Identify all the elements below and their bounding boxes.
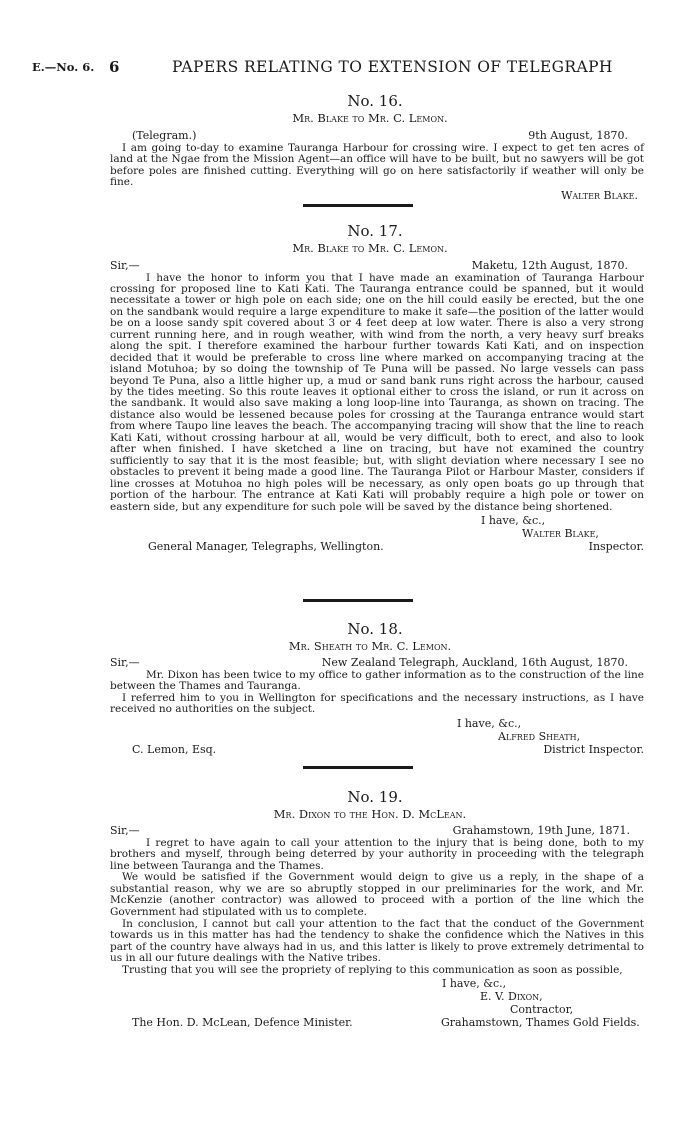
letter-no-18: [0, 620, 700, 756]
paragraph: Mr. Dixon has been twice to my office to gather information as to the construction of the line between the Thames and Tauranga.: [110, 668, 644, 693]
letter-from-to: Mr. Blake to Mr. C. Lemon.: [292, 111, 448, 125]
letter-number: No. 18.: [347, 620, 403, 638]
addressee: The Hon. D. McLean, Defence Minister.: [132, 1015, 353, 1029]
letter-medium: (Telegram.): [132, 129, 197, 142]
section-divider: [303, 599, 413, 602]
paragraph: I referred him to you in Wellington for specifications and the necessary instructions, as I have received no authorities on the subject.: [110, 691, 644, 716]
letter-number: No. 17.: [347, 222, 403, 240]
letter-number: No. 19.: [347, 788, 403, 806]
letter-body: [110, 273, 644, 514]
letter-no-17: [0, 222, 700, 553]
letter-body: [110, 670, 644, 716]
section-divider: [303, 766, 413, 769]
signature-title: Inspector.: [588, 540, 644, 554]
addressee: C. Lemon, Esq.: [132, 742, 217, 756]
document-reference: E.—No. 6.: [32, 60, 95, 74]
salutation: Sir,—: [110, 824, 140, 837]
signature-title: District Inspector.: [543, 742, 644, 756]
letter-from-to: Mr. Dixon to the Hon. D. McLean.: [273, 807, 467, 821]
letter-date: Grahamstown, 19th June, 1871.: [452, 824, 630, 837]
closing: I have, &c.,: [442, 976, 507, 990]
section-divider: [303, 204, 413, 207]
paragraph: I am going to-day to examine Tauranga Harbour for crossing wire. I expect to get ten acres of land at the Ngae from the Mission Agent—an office will have to be built, but no sawyers will be got before poles are finished cutting. Everything will go on here satisfactorily if weather will only be fine.: [110, 141, 644, 189]
closing: I have, &c.,: [481, 514, 546, 528]
document-title: PAPERS RELATING TO EXTENSION OF TELEGRAPH: [172, 58, 613, 76]
paragraph: In conclusion, I cannot but call your attention to the fact that the conduct of the Government towards us in this matter has had the tendency to shake the confidence which the Natives in this part of the country have always had in us, and this latter is likely to prove extremely detrimental to us in all our future dealings with the Native tribes.: [110, 917, 644, 965]
signature-place: Grahamstown, Thames Gold Fields.: [441, 1015, 640, 1029]
letter-body: [110, 838, 644, 977]
signature: E. V. Dixon,: [480, 989, 543, 1003]
paragraph: I regret to have again to call your attention to the injury that is being done, both to my brothers and myself, through being deterred by your authority in proceeding with the telegraph line between Tauranga and the Thames.: [110, 836, 644, 872]
salutation: Sir,—: [110, 656, 140, 669]
paragraph: We would be satisfied if the Government would deign to give us a reply, in the shape of a substantial reason, why we are so abruptly stopped in our preliminaries for the work, and Mr. McKenzie (another contractor) was allowed to proceed with a portion of the line which the Government had stipulated with us to complete.: [110, 871, 644, 919]
letter-date: Maketu, 12th August, 1870.: [471, 259, 628, 272]
signature: Walter Blake.: [561, 188, 638, 202]
letter-from-to: Mr. Sheath to Mr. C. Lemon.: [288, 639, 452, 653]
letter-from-to: Mr. Blake to Mr. C. Lemon.: [292, 241, 448, 255]
letter-date: New Zealand Telegraph, Auckland, 16th August, 1870.: [321, 656, 628, 669]
letter-no-19: [0, 788, 700, 1029]
paragraph: Trusting that you will see the propriety of replying to this communication as soon as possible,: [122, 964, 623, 977]
letter-no-16: [0, 92, 700, 202]
salutation: Sir,—: [110, 259, 140, 272]
letter-date: 9th August, 1870.: [528, 129, 628, 142]
addressee: General Manager, Telegraphs, Wellington.: [148, 540, 384, 554]
signature: Walter Blake,: [522, 527, 599, 541]
signature-title: Contractor,: [510, 1002, 574, 1016]
letter-number: No. 16.: [347, 92, 403, 110]
paragraph: I have the honor to inform you that I have made an examination of Tauranga Harbour crossing for proposed line to Kati Kati. The Tauranga entrance could be spanned, but it would necessitate a tower or high pole on each side; one on the hill could easily be erected, but the one on the sandbank would require a large expenditure to make it safe—the position of the latter would be on a loose sandy spit covered about 3 or 4 feet deep at low water. There is also a very strong current running here, and in rough weather, with wind from the north, a very heavy surf breaks along the spit. I therefore examined the harbour further towards Kati Kati, and on inspection decided that it would be preferable to cross line where marked on accompanying tracing at the island Motuhoa; by so doing the township of Te Puna will be passed. No large vessels can pass beyond Te Puna, also a little higher up, a mud or sand bank runs right across the harbour, caused by the tides meeting. So this route leaves it optional either to cross the island, or run it across on the sandbank. It would also save making a long loop-line into Tauranga, as shown on tracing. The distance also would be lessened because poles for crossing at the Tauranga entrance would start from where Taupo line leaves the beach. The accompanying tracing will show that the line to reach Kati Kati, without crossing harbour at all, would be very difficult, both to erect, and also to look after when finished. I have sketched a line on tracing, but have not examined the country sufficiently to say that it is the most feasible; but, with slight deviation where necessary I see no obstacles to prevent it being made a good line. The Tauranga Pilot or Harbour Master, considers if line crosses at Motuhoa no high poles will be necessary, as only open boats go up through that portion of the harbour. The entrance at Kati Kati will probably require a high pole or tower on eastern side, but any expenditure for such pole will be saved by the distance being shortened.: [110, 271, 644, 513]
running-header: [0, 58, 700, 78]
page-number: 6: [109, 58, 120, 76]
closing: I have, &c.,: [457, 716, 522, 730]
letter-body: [110, 143, 644, 189]
signature: Alfred Sheath,: [498, 729, 581, 743]
